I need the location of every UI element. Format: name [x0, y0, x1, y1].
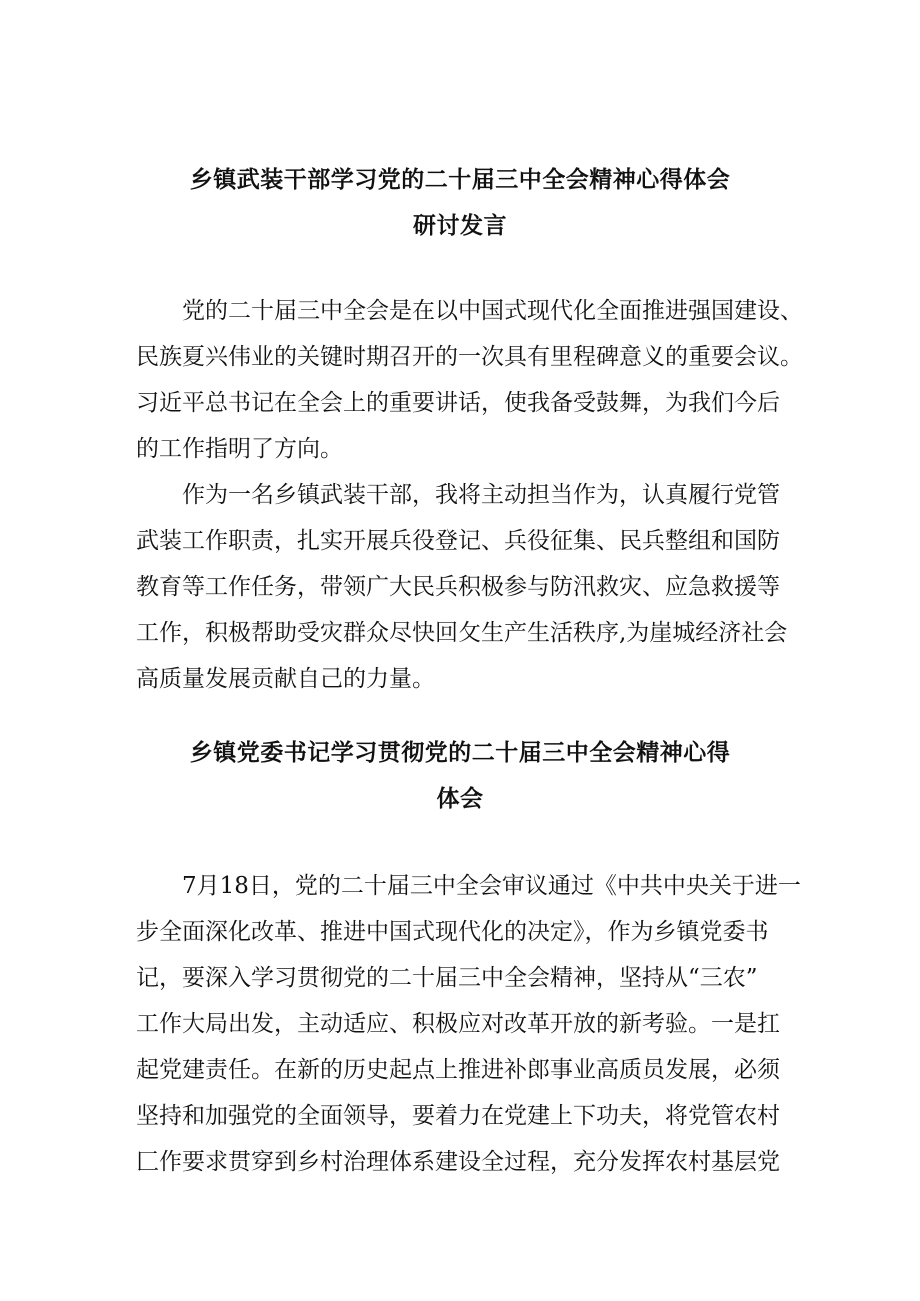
paragraph-line: 民族夏兴伟业的关键时期召开的一次具有里程碑意义的重要会议。: [136, 344, 803, 370]
paragraph-line: 党的二十届三中全会是在以中国式现代化全面推进强国建设、: [182, 298, 803, 324]
section2-paragraph-1: [136, 863, 801, 1185]
section1-title: [0, 157, 920, 249]
paragraph-line: 起党建责任。在新的历史起点上推进补郎事业高质员发展，必须: [136, 1057, 780, 1083]
section2-title-line-1: 乡镇党委书记学习贯彻党的二十届三中全会精神心得: [189, 740, 731, 766]
paragraph-line: 武装工作职责，扎实开展兵役登记、兵役征集、民兵整组和国防: [136, 528, 780, 554]
paragraph-line: 坚持和加强党的全面领导，要着力在党建上下功夫，将党管农村: [136, 1103, 780, 1129]
section2-title: [0, 730, 920, 822]
paragraph-line: 7月18日，党的二十届三中全会审议通过《中共中央关于进一: [182, 873, 801, 899]
section2-title-line-2: 体会: [436, 786, 484, 812]
section1-paragraph-1: [136, 288, 803, 472]
section1-paragraph-2: [136, 472, 796, 702]
section1-title-line-1: 乡镇武装干部学习党的二十届三中全会精神心得体会: [189, 167, 731, 193]
paragraph-line: 匚作要求贯穿到乡村治理体系建设全过程，充分发挥农村基层党: [136, 1149, 780, 1175]
paragraph-line: 习近平总书记在全会上的重要讲话，使我备受鼓舞，为我们今后: [136, 390, 780, 416]
paragraph-line: 工作，积极帮助受灾群众尽快回攵生产生活秩序,为崖城经济社会: [136, 620, 788, 646]
paragraph-line: 作为一名乡镇武装干部，我将主动担当作为，认真履行党管: [182, 482, 780, 508]
paragraph-line: 记，要深入学习贯彻党的二十届三中全会精神，坚持从“三农”: [136, 965, 758, 991]
paragraph-line: 的工作指明了方向。: [136, 436, 343, 462]
paragraph-line: 教育等工作任务，带领广大民兵积极参与防汛救灾、应急救援等: [136, 574, 780, 600]
paragraph-line: 步全面深化改革、推进中国式现代化的决定》，作为乡镇党委书: [136, 919, 769, 945]
section1-title-line-2: 研讨发言: [413, 213, 507, 239]
paragraph-line: 工作大局出发，主动适应、积极应对改革开放的新考验。一是扛: [136, 1011, 780, 1037]
paragraph-line: 高质量发展贡献自己的力量。: [136, 666, 435, 692]
